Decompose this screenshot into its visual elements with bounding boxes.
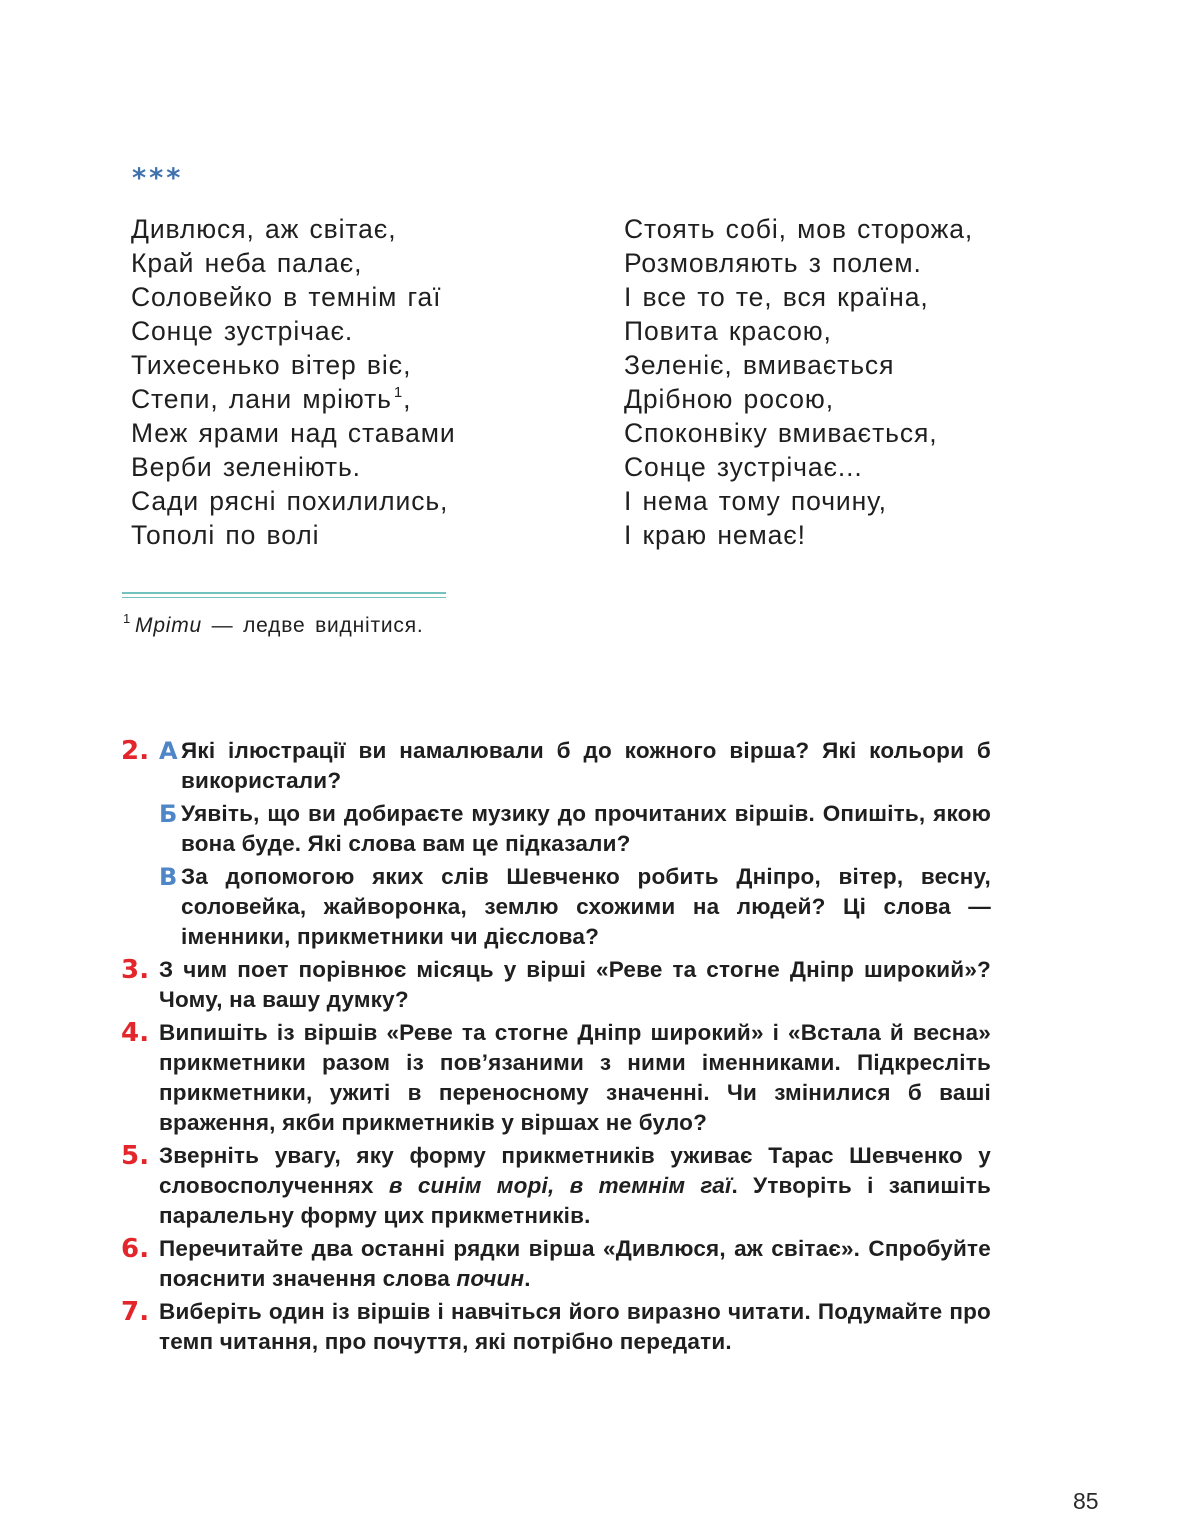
task-number: 7. <box>121 1297 150 1327</box>
task-text: Перечитайте два останні рядки вірша «Дивлюся, аж світає». Спробуйте пояснити значення слова <box>159 1236 991 1291</box>
poem-line: Сонце зустрічає... <box>624 452 863 482</box>
poem-line: Дрібною росою, <box>624 384 834 414</box>
poem-line: І все то те, вся країна, <box>624 282 929 312</box>
poem-line: І краю немає! <box>624 520 806 550</box>
task-text: З чим поет порівнює місяць у вірші «Реве та стогне Дніпр широкий»? Чому, на вашу думку? <box>159 957 991 1012</box>
task-emphasis: в синім морі, в темнім гаї <box>388 1173 732 1198</box>
footnote-ref: 1 <box>393 384 404 401</box>
poem-line <box>131 382 551 416</box>
task-item <box>121 1018 991 1138</box>
subtask-text: Які ілюстрації ви намалювали б до кожного вірша? Які кольори б використали? <box>181 738 991 793</box>
subtask-letter: В <box>159 863 178 891</box>
task-list <box>121 736 991 1357</box>
footnote-marker: 1 <box>123 611 132 626</box>
poem-line: Тихесенько вітер віє, <box>131 350 412 380</box>
task-item <box>121 1297 991 1357</box>
poem-line: Споконвіку вмивається, <box>624 418 938 448</box>
poem-line: Край неба палає, <box>131 248 363 278</box>
section-stars: *** <box>132 163 184 194</box>
task-number: 5. <box>121 1141 150 1171</box>
task-text: Випишіть із віршів «Реве та стогне Дніпр широкий» і «Встала й весна» прикметники разом із пов’язаними з ними іменниками. Підкресліть прикметники, ужиті в переносному значенні. Чи змінилися б ваші враження, якби прикметників у віршах не було? <box>159 1020 991 1135</box>
poem-line-punct: , <box>403 384 412 414</box>
footnote-divider <box>122 592 446 595</box>
poem-line: Сади рясні похилились, <box>131 486 449 516</box>
poem-line: Стоять собі, мов сторожа, <box>624 214 974 244</box>
poem-line: І нема тому почину, <box>624 486 887 516</box>
task-item <box>121 1141 991 1231</box>
subtask <box>159 799 991 859</box>
task-number: 3. <box>121 955 150 985</box>
footnote <box>123 611 424 638</box>
subtask <box>159 736 991 796</box>
poem-left-column <box>131 212 551 552</box>
subtask-text: За допомогою яких слів Шевченко робить Дніпро, вітер, весну, соловейка, жайворонка, землю схожими на людей? Ці слова — іменники, прикметники чи дієслова? <box>181 864 991 949</box>
task-text: . <box>524 1266 531 1291</box>
poem-right-column <box>624 212 1044 552</box>
poem-line: Дивлюся, аж світає, <box>131 214 397 244</box>
poem-line: Тополі по волі <box>131 520 320 550</box>
page-number: 85 <box>1073 1488 1099 1514</box>
subtask <box>159 862 991 952</box>
poem-line: Зеленіє, вмивається <box>624 350 895 380</box>
poem-line-text: Степи, лани мріють <box>131 384 392 414</box>
poem-line: Повита красою, <box>624 316 832 346</box>
task-text: Виберіть один із віршів і навчіться його виразно читати. Подумайте про темп читання, про почуття, які потрібно передати. <box>159 1299 991 1354</box>
task-emphasis: почин <box>456 1266 525 1291</box>
poem-line: Меж ярами над ставами <box>131 418 456 448</box>
task-number: 4. <box>121 1018 150 1048</box>
task-item <box>121 955 991 1015</box>
task-item <box>121 1234 991 1294</box>
subtask-text: Уявіть, що ви добираєте музику до прочитаних віршів. Опишіть, якою вона буде. Які слова вам це підказали? <box>181 801 991 856</box>
poem-line: Сонце зустрічає. <box>131 316 354 346</box>
task-text: Зверніть увагу, яку форму прикметників уживає Тарас Шевченко у словосполученнях <box>159 1143 991 1198</box>
footnote-definition: — ледве виднітися. <box>202 614 424 637</box>
poem-line: Верби зеленіють. <box>131 452 361 482</box>
subtask-letter: А <box>159 737 178 765</box>
footnote-term: Мріти <box>135 614 203 637</box>
poem-line: Соловейко в темнім гаї <box>131 282 442 312</box>
task-text: . Утворіть і запишіть паралельну форму цих прикметників. <box>159 1173 992 1228</box>
poem-line: Розмовляють з полем. <box>624 248 922 278</box>
task-number: 6. <box>121 1234 150 1264</box>
subtask-letter: Б <box>159 800 178 828</box>
task-item <box>121 736 991 952</box>
task-number: 2. <box>121 736 150 766</box>
